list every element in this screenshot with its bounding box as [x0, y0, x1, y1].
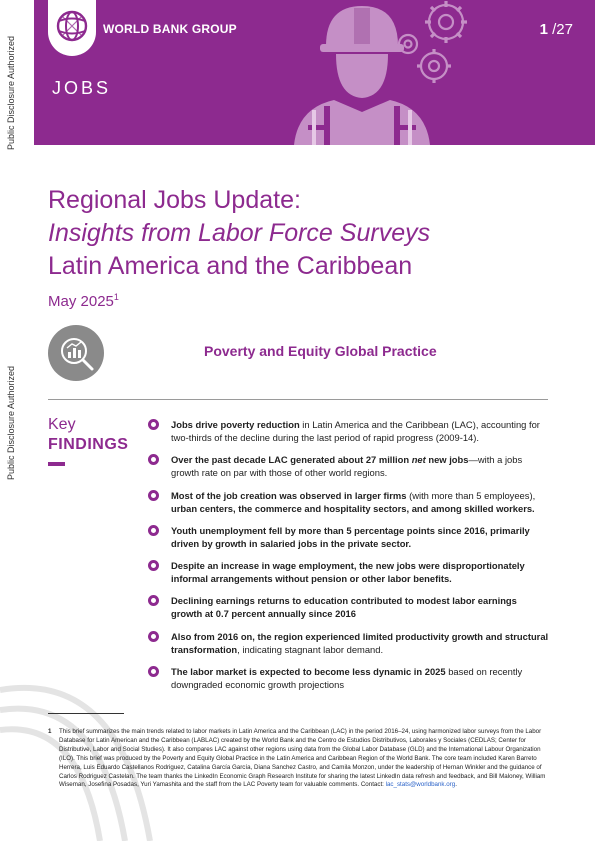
globe-logo-icon: [56, 10, 88, 42]
list-item: [148, 594, 550, 620]
footnote-end: .: [455, 781, 457, 789]
page-number: [540, 21, 573, 38]
list-item: [148, 524, 550, 550]
bullet-ring-icon: [148, 595, 159, 606]
disclosure-label-top: Public Disclosure Authorized: [6, 35, 16, 150]
bullet-ring-icon: [148, 419, 159, 430]
key-findings-heading: [48, 415, 128, 455]
bullet-ring-icon: [148, 454, 159, 465]
date-text: May 2025: [48, 293, 114, 310]
finding-text: based on recently downgraded economic growth projections: [171, 666, 523, 691]
finding-text: , indicating stagnant labor demand.: [237, 643, 384, 655]
findings-list: [148, 418, 550, 700]
title-line-2: Insights from Labor Force Surveys: [48, 219, 431, 247]
list-item: [148, 559, 550, 585]
finding-bold: Also from 2016 on, the region experienced limited productivity growth and structural transformation: [171, 630, 549, 655]
key-label: Key: [48, 416, 76, 433]
finding-bold: The labor market is expected to become less dynamic in 2025: [171, 666, 446, 678]
magnifier-chart-icon: [48, 325, 106, 383]
finding-bold-2: urban centers, the commerce and hospitality sectors, and among skilled workers.: [171, 502, 535, 514]
section-divider: [48, 399, 548, 400]
org-name: WORLD BANK GROUP: [103, 22, 237, 36]
finding-bold: Most of the job creation was observed in larger firms: [171, 489, 407, 501]
finding-text: in Latin America and the Caribbean (LAC), accounting for two-thirds of the decline during the last period of rapid progress (2009-14).: [171, 419, 540, 443]
finding-text: (with more than 5 employees),: [406, 489, 536, 501]
footnote-ref: 1: [113, 292, 119, 302]
contact-email-link[interactable]: lac_stats@worldbank.org: [385, 781, 456, 789]
title-line-3: Latin America and the Caribbean: [48, 252, 413, 280]
finding-bold-2: new jobs: [425, 454, 469, 466]
footnote: [48, 728, 550, 790]
footnote-number: 1: [48, 728, 52, 735]
footnote-body: [48, 728, 550, 790]
list-item: [148, 665, 550, 691]
bullet-ring-icon: [148, 490, 159, 501]
finding-bold: Despite an increase in wage employment, the new jobs were disproportionately informal arrangements without pension or other labor benefits.: [171, 560, 525, 585]
logo-badge: [48, 0, 96, 56]
publication-date: [48, 292, 119, 310]
footnote-text: This brief summarizes the main trends related to labor markets in Latin America and the Caribbean (LAC) in the period 2016–24, using harmonized labor surveys from the Labor Database for Latin American and the Caribbean (LABLAC) created by the World Bank and the Centro de Estudios Distributivos, Laborales y Sociales (CEDLAS; Center for Distributive, Labor and Social Studies). It also compares LAC against other regions using data from the Global Labor Database (GLD) and the International Labour Organization (ILO). This brief was produced by the Poverty and Equity Global Practice in the Latin America and Caribbean Region of the World Bank. The core team included Karen Barreto Herrera, Luis Eduardo Castellanos Rodriguez, Catalina García García, Diana Sanchez Castro, and Camila Monzon, under the leadership of Hernan Winkler and the guidance of Carlos Rodriguez Castelan. The team thanks the LinkedIn Economic Graph Research Institute for sharing the latest LinkedIn data refresh and feedback, and Bill Maloney, William Wiseman, Josefina Posadas, Yuri Yamashita and the staff from the LAC Poverty team for valuable comments. Contact:: [59, 728, 546, 789]
page-total: /27: [552, 21, 573, 38]
document-title: [48, 184, 430, 283]
finding-bold: Jobs drive poverty reduction: [171, 419, 300, 430]
bullet-ring-icon: [148, 560, 159, 571]
finding-bold: Declining earnings returns to education contributed to modest labor earnings growth at 0.7 percent annually since 2016: [171, 595, 517, 620]
section-label: JOBS: [52, 78, 112, 98]
findings-label: FINDINGS: [48, 436, 129, 453]
list-item: [148, 418, 550, 444]
finding-italic: net: [411, 454, 426, 466]
title-line-1: Regional Jobs Update:: [48, 186, 301, 214]
header-banner: [34, 0, 595, 145]
finding-bold: Over the past decade LAC generated about 27 million: [171, 454, 412, 466]
list-item: [148, 630, 550, 656]
heading-accent-bar: [48, 462, 65, 466]
page-current: 1: [539, 21, 548, 38]
finding-bold: Youth unemployment fell by more than 5 percentage points since 2016, primarily driven by growth in salaried jobs in the private sector.: [171, 524, 530, 549]
footnote-rule: [48, 713, 124, 714]
practice-label: Poverty and Equity Global Practice: [204, 343, 437, 359]
list-item: [148, 489, 550, 515]
disclosure-label-bottom: Public Disclosure Authorized: [6, 365, 16, 480]
bullet-ring-icon: [148, 631, 159, 642]
worker-illustration-icon: [284, 0, 474, 145]
list-item: [148, 453, 550, 479]
finding-text: —with a jobs growth rate on par with those of other world regions.: [171, 454, 523, 479]
bullet-ring-icon: [148, 525, 159, 536]
